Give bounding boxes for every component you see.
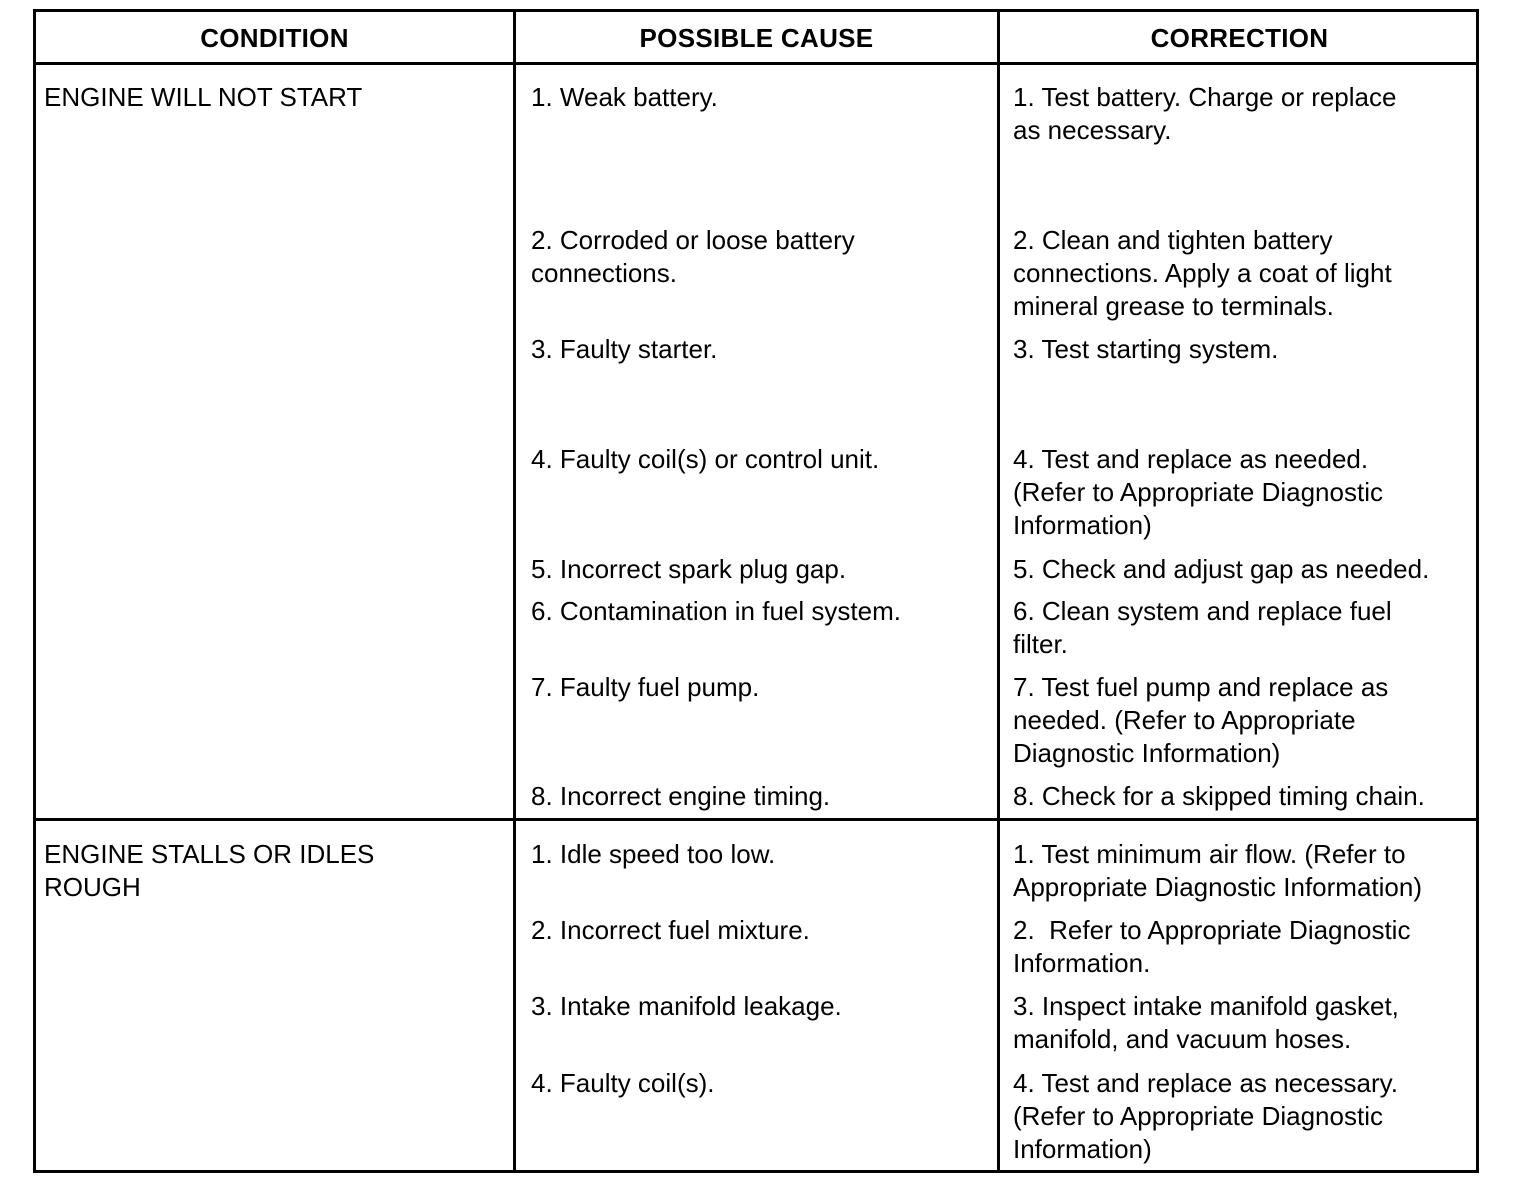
correction-text: Appropriate Diagnostic Information) [1013, 872, 1422, 902]
correction-text: (Refer to Appropriate Diagnostic [1013, 1101, 1383, 1131]
cause-text: 4. Faulty coil(s) or control unit. [531, 444, 880, 474]
cause-text: 6. Contamination in fuel system. [531, 596, 901, 626]
condition-text: ENGINE WILL NOT START [44, 82, 363, 112]
correction-text: 2. Clean and tighten battery [1013, 225, 1333, 255]
correction-text: filter. [1013, 629, 1068, 659]
cause-text: 5. Incorrect spark plug gap. [531, 554, 847, 584]
correction-text: Information) [1013, 1134, 1152, 1164]
header-correction: CORRECTION [1150, 23, 1329, 53]
condition-text: ROUGH [44, 872, 141, 902]
cause-text: 2. Corroded or loose battery [531, 225, 855, 255]
cause-text: 1. Idle speed too low. [531, 839, 776, 869]
cause-text: 7. Faulty fuel pump. [531, 672, 760, 702]
cause-text: connections. [531, 258, 677, 288]
correction-text: needed. (Refer to Appropriate [1013, 705, 1356, 735]
correction-text: 7. Test fuel pump and replace as [1013, 672, 1389, 702]
correction-text: 8. Check for a skipped timing chain. [1013, 781, 1425, 811]
correction-text: Information) [1013, 510, 1152, 540]
correction-text: connections. Apply a coat of light [1013, 258, 1392, 288]
correction-text: 3. Test starting system. [1013, 334, 1279, 364]
correction-text: Information. [1013, 948, 1151, 978]
cause-text: 8. Incorrect engine timing. [531, 781, 831, 811]
troubleshooting-table [33, 9, 1479, 1173]
correction-text: manifold, and vacuum hoses. [1013, 1024, 1352, 1054]
correction-text: 2. Refer to Appropriate Diagnostic [1013, 915, 1411, 945]
correction-text: as necessary. [1013, 115, 1172, 145]
correction-text: (Refer to Appropriate Diagnostic [1013, 477, 1383, 507]
cause-text: 1. Weak battery. [531, 82, 718, 112]
column-divider [513, 12, 516, 1170]
correction-text: 4. Test and replace as needed. [1013, 444, 1369, 474]
correction-text: mineral grease to terminals. [1013, 291, 1334, 321]
cause-text: 2. Incorrect fuel mixture. [531, 915, 810, 945]
correction-text: 6. Clean system and replace fuel [1013, 596, 1392, 626]
cause-text: 3. Intake manifold leakage. [531, 991, 842, 1021]
cause-text: 3. Faulty starter. [531, 334, 718, 364]
correction-text: 3. Inspect intake manifold gasket, [1013, 991, 1399, 1021]
header-possible-cause: POSSIBLE CAUSE [639, 23, 874, 53]
condition-text: ENGINE STALLS OR IDLES [44, 839, 375, 869]
correction-text: 1. Test battery. Charge or replace [1013, 82, 1397, 112]
group-divider [36, 818, 1476, 821]
correction-text: 1. Test minimum air flow. (Refer to [1013, 839, 1406, 869]
correction-text: 4. Test and replace as necessary. [1013, 1068, 1398, 1098]
correction-text: Diagnostic Information) [1013, 738, 1281, 768]
cause-text: 4. Faulty coil(s). [531, 1068, 715, 1098]
header-condition: CONDITION [200, 23, 349, 53]
correction-text: 5. Check and adjust gap as needed. [1013, 554, 1430, 584]
column-divider [997, 12, 1000, 1170]
